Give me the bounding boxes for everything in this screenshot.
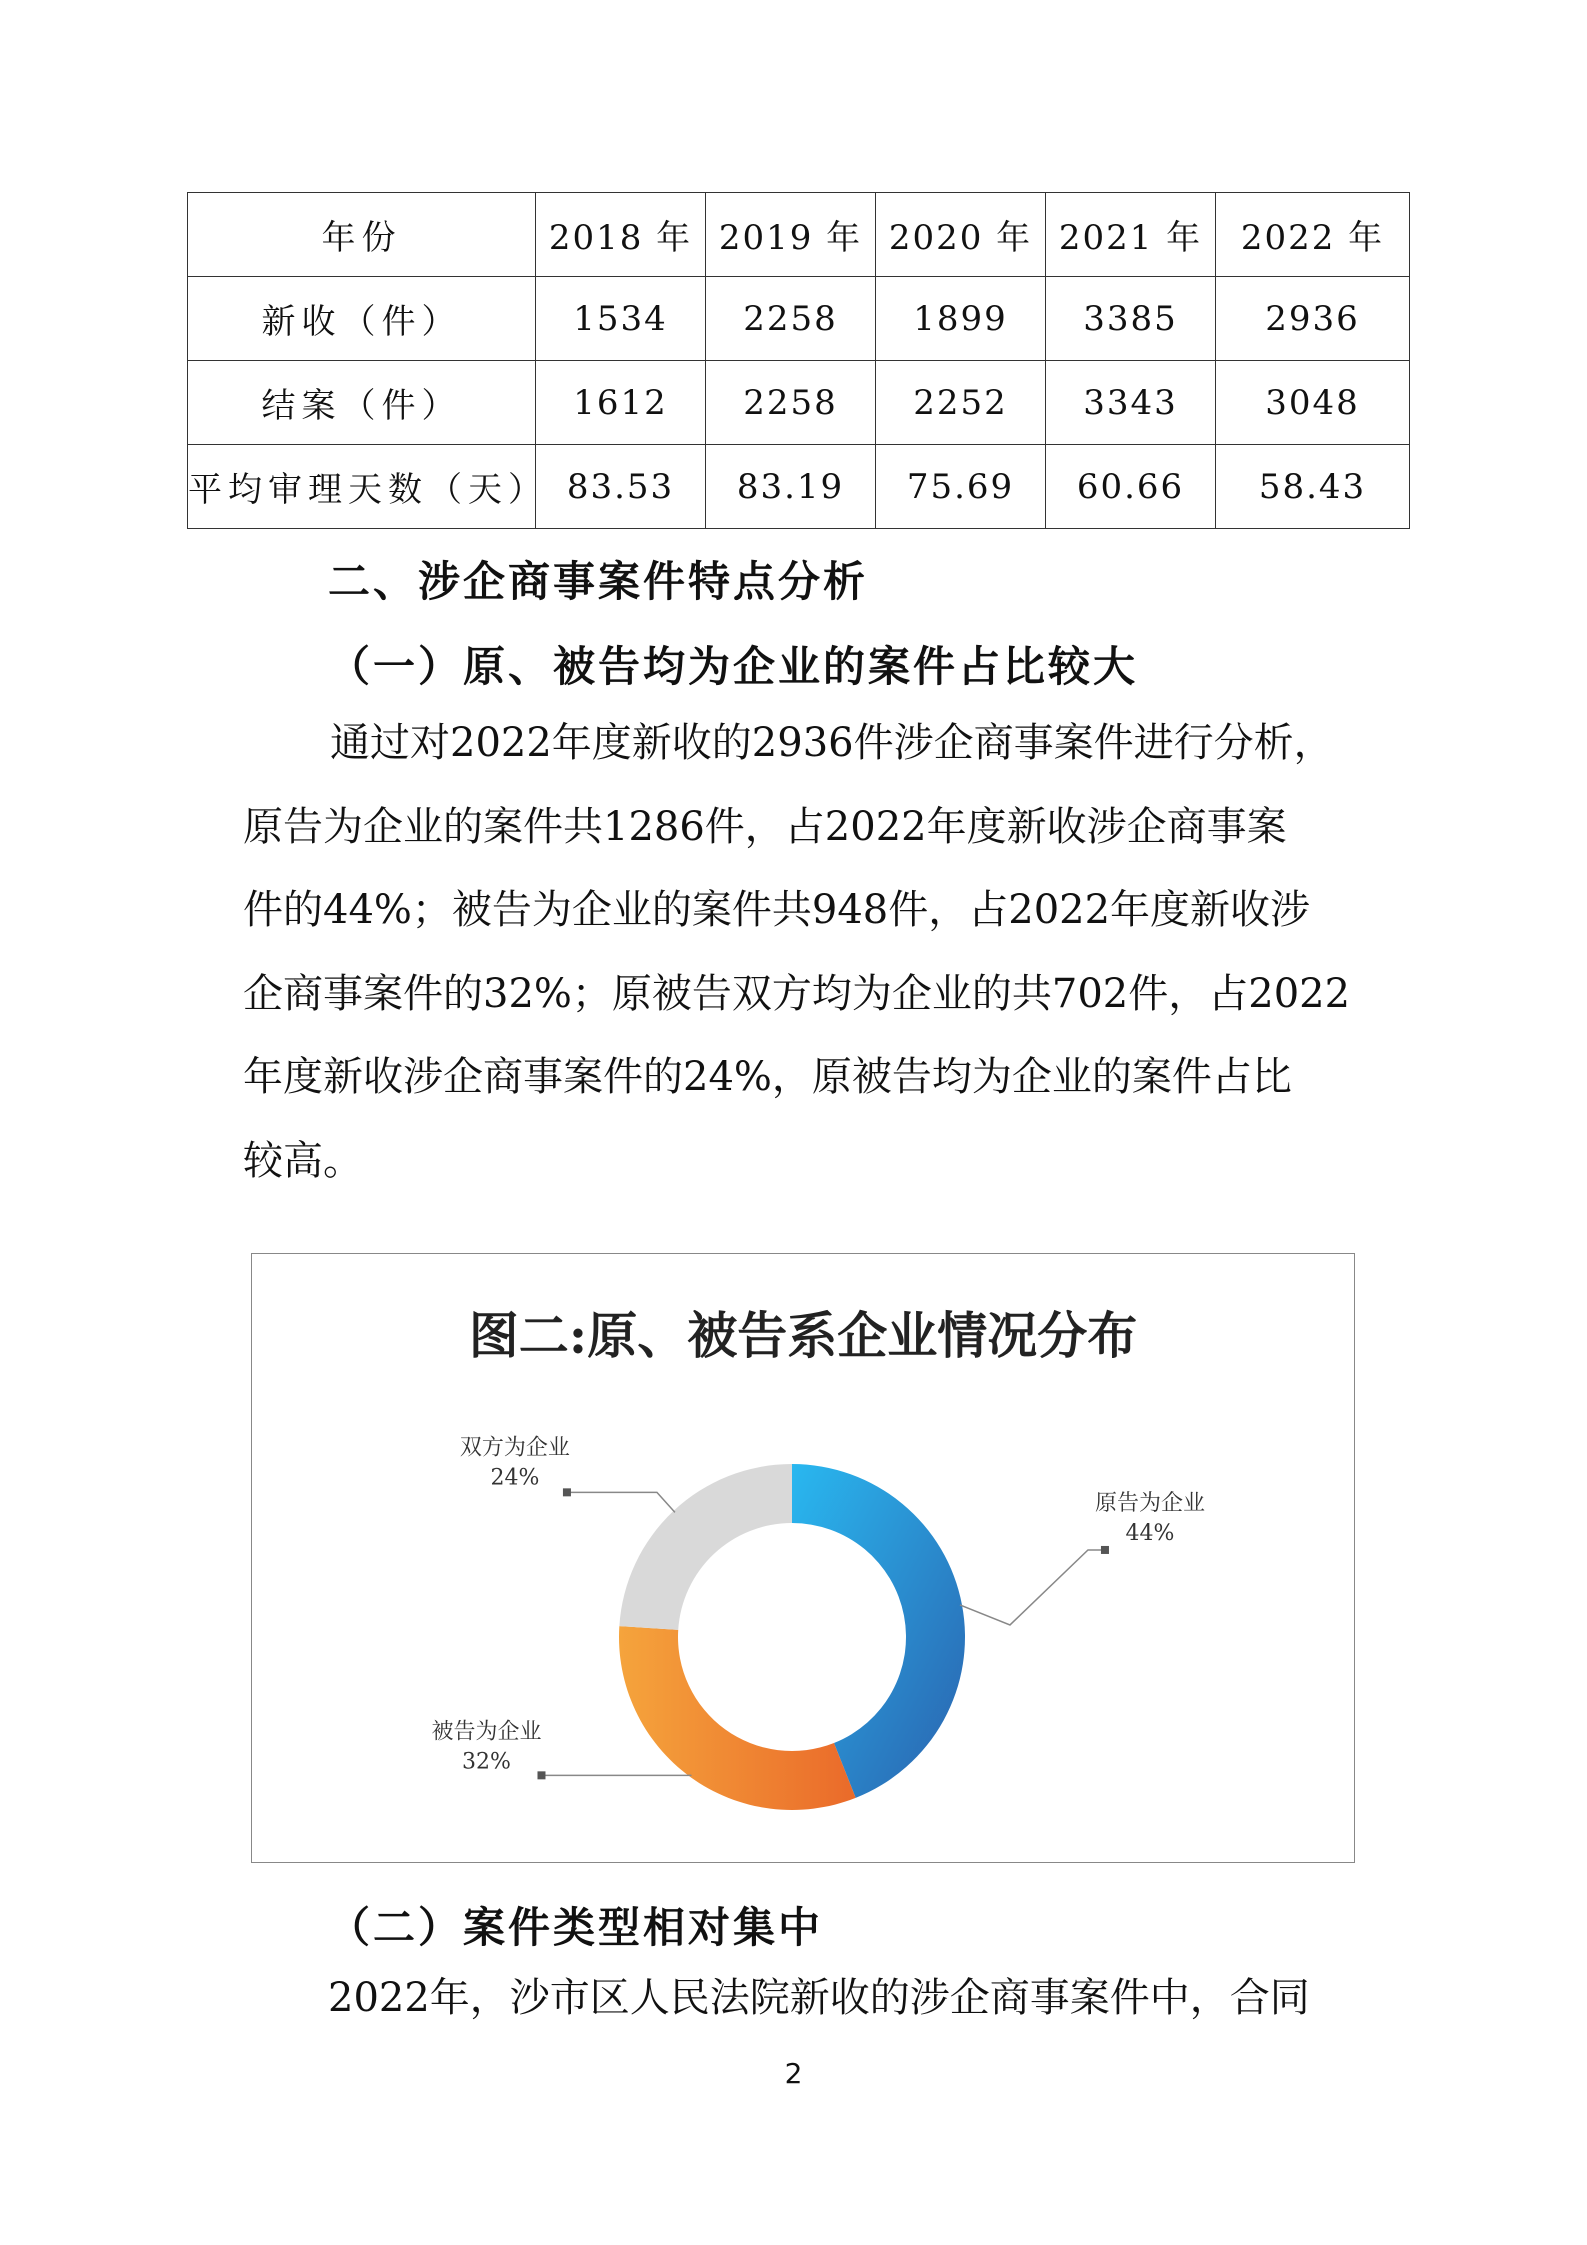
donut-chart [252, 1254, 1356, 1864]
table-cell: 2258 [706, 277, 876, 361]
table-header-cell: 年份 [188, 193, 536, 277]
subheading-1: （一）原、被告均为企业的案件占比较大 [328, 642, 1139, 691]
table-cell: 1534 [536, 277, 706, 361]
donut-slice [792, 1464, 965, 1798]
table-cell: 1899 [876, 277, 1046, 361]
leader-marker [1101, 1546, 1109, 1554]
table-row-avg-days [188, 445, 1410, 529]
table-cell: 3385 [1046, 277, 1216, 361]
table-cell: 3343 [1046, 361, 1216, 445]
table-cell: 58.43 [1216, 445, 1410, 529]
paragraph-line: 年度新收涉企商事案件的24%，原被告均为企业的案件占比 [243, 1054, 1292, 1100]
slice-value-label: 24% [490, 1465, 540, 1491]
subheading-2: （二）案件类型相对集中 [328, 1903, 824, 1952]
paragraph-line: 通过对2022年度新收的2936件涉企商事案件进行分析， [330, 720, 1334, 766]
table-header-cell: 2022 年 [1216, 193, 1410, 277]
table-header-cell: 2021 年 [1046, 193, 1216, 277]
slice-value-label: 32% [462, 1749, 511, 1775]
row-label: 结案（件） [188, 361, 536, 445]
table-header-cell: 2019 年 [706, 193, 876, 277]
table-cell: 75.69 [876, 445, 1046, 529]
slice-label: 双方为企业 [459, 1435, 570, 1461]
table-cell: 2252 [876, 361, 1046, 445]
table-cell: 2936 [1216, 277, 1410, 361]
paragraph-line: 原告为企业的案件共1286件，占2022年度新收涉企商事案 [243, 804, 1287, 850]
donut-slice [619, 1464, 792, 1630]
table-row-closed-cases [188, 361, 1410, 445]
chart-frame [251, 1253, 1355, 1863]
row-label: 平均审理天数（天） [188, 445, 536, 529]
leader-marker [537, 1771, 545, 1779]
donut-slice [619, 1626, 856, 1810]
leader-line [960, 1550, 1105, 1625]
leader-line [567, 1492, 675, 1512]
chart-title: 图二:原、被告系企业情况分布 [468, 1306, 1138, 1365]
table-cell: 2258 [706, 361, 876, 445]
page-number: 2 [784, 2057, 803, 2090]
table-cell: 3048 [1216, 361, 1410, 445]
case-statistics-table [187, 192, 1410, 529]
slice-value-label: 44% [1125, 1520, 1175, 1546]
leader-marker [563, 1488, 571, 1496]
table-cell: 60.66 [1046, 445, 1216, 529]
table-cell: 1612 [536, 361, 706, 445]
table-header-row [188, 193, 1410, 277]
row-label: 新收（件） [188, 277, 536, 361]
table-header-cell: 2020 年 [876, 193, 1046, 277]
paragraph-line: 企商事案件的32%；原被告双方均为企业的共702件，占2022 [243, 971, 1351, 1017]
paragraph-line: 较高。 [243, 1138, 363, 1184]
slice-label: 被告为企业 [431, 1719, 542, 1745]
paragraph-line: 件的44%；被告为企业的案件共948件，占2022年度新收涉 [243, 887, 1311, 933]
paragraph-line: 2022年，沙市区人民法院新收的涉企商事案件中，合同 [328, 1975, 1310, 2021]
slice-label: 原告为企业 [1094, 1490, 1205, 1516]
table-cell: 83.53 [536, 445, 706, 529]
table-header-cell: 2018 年 [536, 193, 706, 277]
table-cell: 83.19 [706, 445, 876, 529]
section-heading: 二、涉企商事案件特点分析 [328, 557, 869, 606]
table-row-new-cases [188, 277, 1410, 361]
